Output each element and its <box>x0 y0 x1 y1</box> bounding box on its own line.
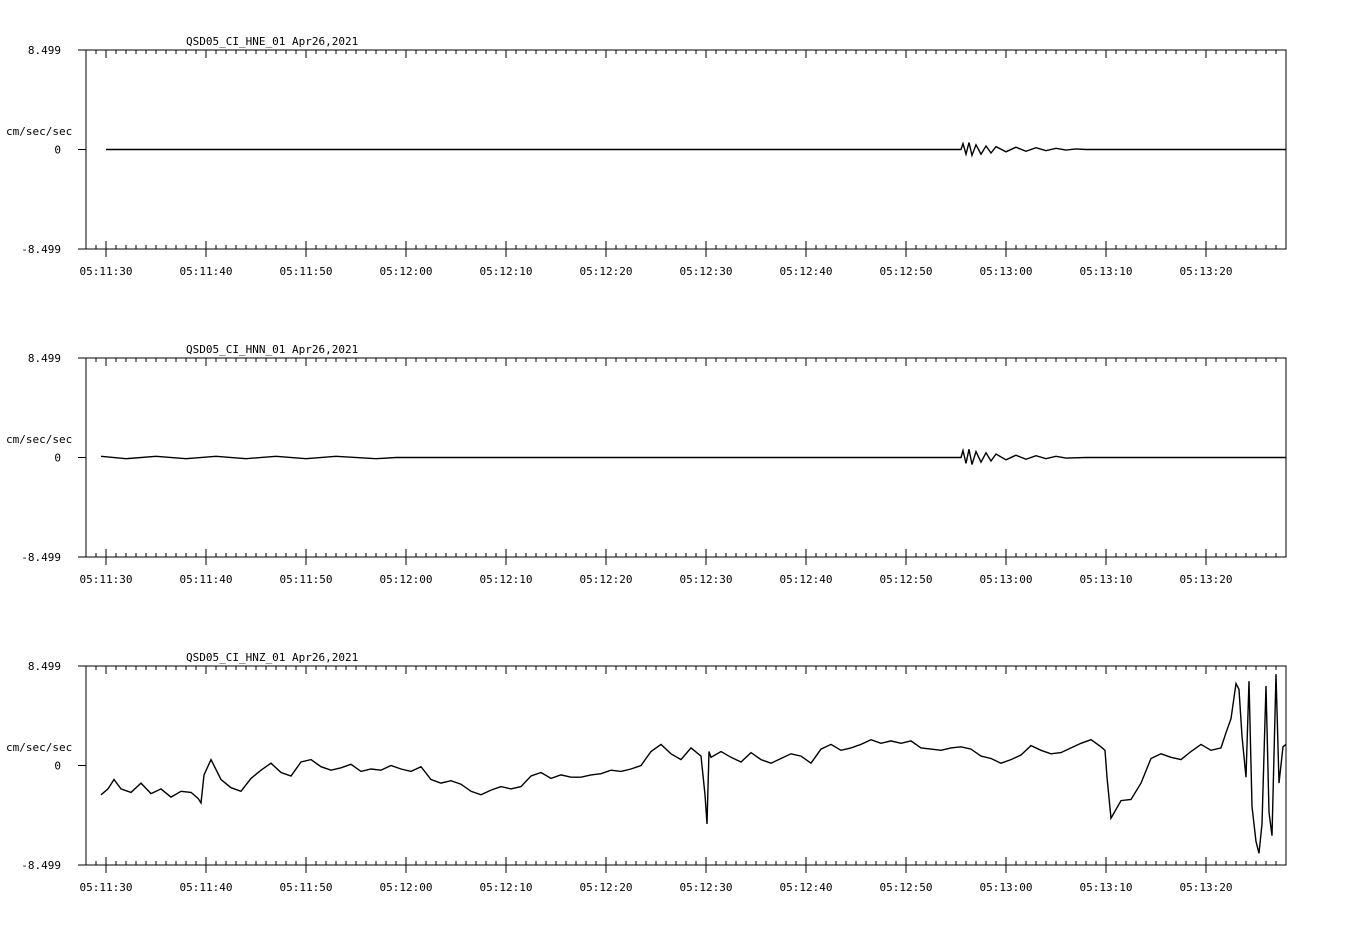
x-tick-label: 05:12:00 <box>379 265 433 278</box>
x-tick-label: 05:11:40 <box>179 573 233 586</box>
x-tick-label: 05:13:10 <box>1079 573 1133 586</box>
waveform-trace <box>101 449 1286 464</box>
x-tick-label: 05:12:30 <box>679 265 733 278</box>
x-tick-label: 05:12:50 <box>879 573 933 586</box>
y-tick-label: -8.499 <box>21 551 61 564</box>
x-tick-label: 05:12:30 <box>679 881 733 894</box>
y-tick-label: 0 <box>54 759 61 773</box>
seismogram-panel-3 <box>6 651 1286 894</box>
x-tick-label: 05:12:40 <box>779 881 833 894</box>
x-tick-label: 05:12:00 <box>379 573 433 586</box>
y-tick-label: 8.499 <box>27 660 61 673</box>
x-tick-label: 05:13:10 <box>1079 265 1133 278</box>
x-tick-label: 05:11:30 <box>79 573 133 586</box>
x-tick-label: 05:12:20 <box>579 573 633 586</box>
y-tick-label: 8.499 <box>27 352 61 365</box>
y-axis-label: cm/sec/sec <box>6 125 73 138</box>
x-tick-label: 05:11:30 <box>79 881 133 894</box>
y-tick-label: 0 <box>54 143 61 157</box>
y-axis-label: cm/sec/sec <box>6 433 73 446</box>
waveform-trace <box>106 143 1286 156</box>
panel-title: QSD05_CI_HNN_01 Apr26,2021 <box>186 343 359 356</box>
x-tick-label: 05:12:40 <box>779 573 833 586</box>
x-tick-label: 05:11:40 <box>179 265 233 278</box>
x-tick-label: 05:13:00 <box>979 265 1033 278</box>
x-tick-label: 05:11:50 <box>279 265 333 278</box>
panel-title: QSD05_CI_HNE_01 Apr26,2021 <box>186 35 359 48</box>
x-tick-label: 05:13:00 <box>979 573 1033 586</box>
x-tick-label: 05:13:10 <box>1079 881 1133 894</box>
x-tick-label: 05:13:20 <box>1179 573 1233 586</box>
x-tick-label: 05:11:30 <box>79 265 133 278</box>
x-tick-label: 05:12:20 <box>579 265 633 278</box>
x-tick-label: 05:12:10 <box>479 881 533 894</box>
x-tick-label: 05:12:50 <box>879 881 933 894</box>
x-tick-label: 05:12:00 <box>379 881 433 894</box>
y-tick-label: -8.499 <box>21 243 61 256</box>
seismogram-panel-2 <box>6 343 1286 586</box>
x-tick-label: 05:13:20 <box>1179 265 1233 278</box>
y-tick-label: 8.499 <box>27 44 61 57</box>
x-tick-label: 05:12:10 <box>479 573 533 586</box>
seismogram-panel-1 <box>6 35 1286 278</box>
waveform-trace <box>101 674 1286 853</box>
y-tick-label: -8.499 <box>21 859 61 872</box>
x-tick-label: 05:12:50 <box>879 265 933 278</box>
x-tick-label: 05:13:20 <box>1179 881 1233 894</box>
x-tick-label: 05:12:20 <box>579 881 633 894</box>
panel-title: QSD05_CI_HNZ_01 Apr26,2021 <box>186 651 359 664</box>
x-tick-label: 05:13:00 <box>979 881 1033 894</box>
x-tick-label: 05:11:50 <box>279 573 333 586</box>
x-tick-label: 05:12:30 <box>679 573 733 586</box>
y-axis-label: cm/sec/sec <box>6 741 73 754</box>
x-tick-label: 05:11:40 <box>179 881 233 894</box>
x-tick-label: 05:12:40 <box>779 265 833 278</box>
x-tick-label: 05:12:10 <box>479 265 533 278</box>
x-tick-label: 05:11:50 <box>279 881 333 894</box>
y-tick-label: 0 <box>54 451 61 465</box>
